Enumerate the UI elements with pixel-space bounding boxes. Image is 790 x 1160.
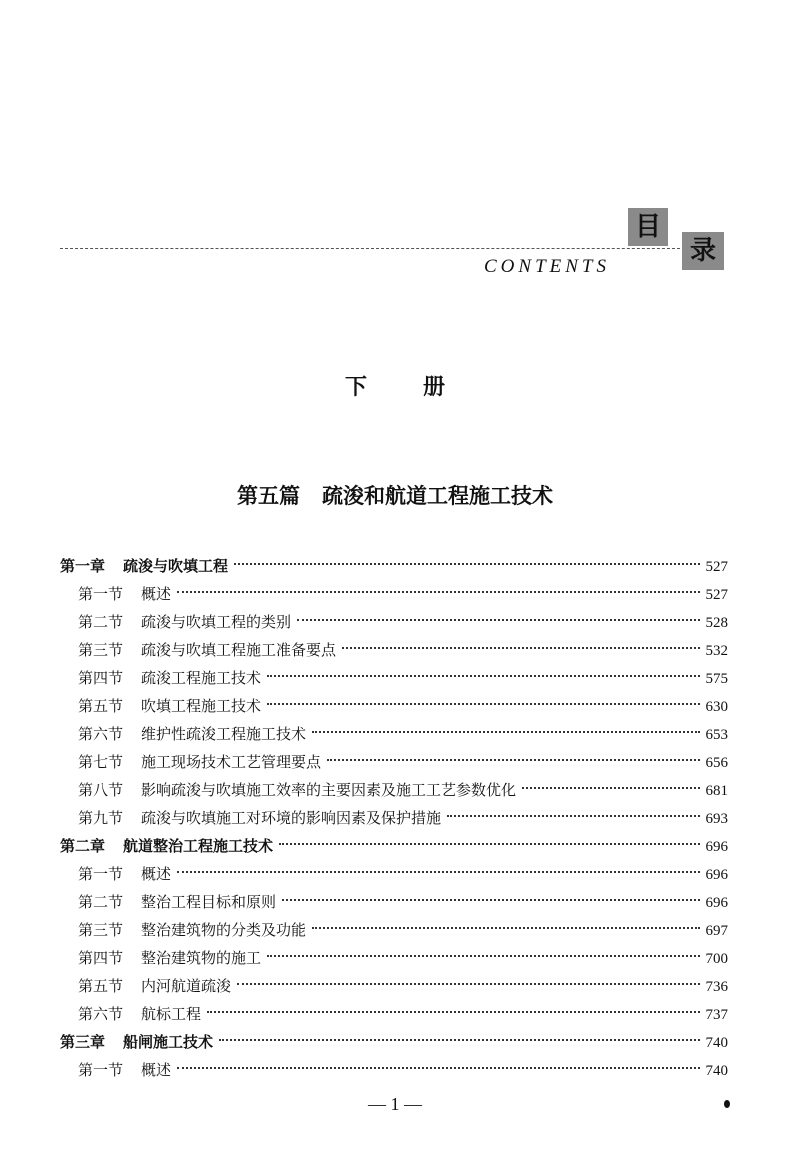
toc-entry-page: 697 [705,923,728,939]
toc-entry-title: 概述 [141,1061,172,1079]
toc-chapter-row[interactable] [60,1028,728,1056]
toc-entry-number: 第七节 [78,753,124,771]
toc-entry-title: 维护性疏浚工程施工技术 [141,725,307,743]
toc-entry-title: 疏浚与吹填工程的类别 [141,613,292,631]
part-title: 疏浚和航道工程施工技术 [322,484,553,508]
toc-entry-title: 疏浚与吹填施工对环境的影响因素及保护措施 [141,809,442,827]
toc-entry-page: 740 [705,1035,728,1051]
toc-entry-number: 第三节 [78,641,124,659]
part-heading [0,480,790,510]
toc-entry-page: 696 [705,895,728,911]
toc-section-row[interactable] [60,1056,728,1084]
toc-entry-page: 737 [705,1007,728,1023]
part-number: 第五篇 [237,484,300,508]
toc-entry-page: 693 [705,811,728,827]
toc-entry-title: 疏浚与吹填工程施工准备要点 [141,641,337,659]
toc-leader-dots [312,731,699,733]
toc-entry-number: 第五节 [78,977,124,995]
toc-section-row[interactable] [60,692,728,720]
volume-heading [0,370,790,401]
table-of-contents [60,552,728,1084]
toc-entry-page: 527 [705,559,728,575]
toc-section-row[interactable] [60,860,728,888]
toc-entry-title: 吹填工程施工技术 [141,697,262,715]
toc-entry-number: 第二章 [60,837,106,855]
volume-char-1: 下 [344,375,367,400]
toc-entry-page: 740 [705,1063,728,1079]
toc-leader-dots [342,647,699,649]
contents-label: CONTENTS [484,256,610,277]
title-char-lu: 录 [682,232,724,270]
toc-leader-dots [327,759,699,761]
toc-entry-number: 第一节 [78,865,124,883]
toc-chapter-row[interactable] [60,832,728,860]
toc-section-row[interactable] [60,944,728,972]
toc-leader-dots [237,983,699,985]
toc-section-row[interactable] [60,636,728,664]
toc-entry-title: 整治建筑物的施工 [141,949,262,967]
toc-entry-title: 疏浚与吹填工程 [123,557,229,575]
toc-entry-number: 第八节 [78,781,124,799]
toc-section-row[interactable] [60,748,728,776]
toc-entry-page: 736 [705,979,728,995]
toc-entry-title: 概述 [141,865,172,883]
toc-leader-dots [177,871,699,873]
toc-section-row[interactable] [60,804,728,832]
toc-section-row[interactable] [60,776,728,804]
toc-entry-number: 第六节 [78,725,124,743]
toc-section-row[interactable] [60,916,728,944]
toc-leader-dots [267,703,699,705]
toc-entry-page: 527 [705,587,728,603]
toc-leader-dots [297,619,699,621]
toc-entry-page: 532 [705,643,728,659]
toc-entry-number: 第二节 [78,893,124,911]
toc-entry-number: 第五节 [78,697,124,715]
toc-entry-page: 696 [705,839,728,855]
toc-section-row[interactable] [60,664,728,692]
toc-entry-page: 700 [705,951,728,967]
toc-leader-dots [207,1011,699,1013]
toc-entry-page: 575 [705,671,728,687]
toc-entry-page: 653 [705,727,728,743]
toc-leader-dots [177,591,699,593]
header-dashed-rule [60,248,690,249]
toc-entry-title: 航道整治工程施工技术 [123,837,274,855]
toc-entry-title: 船闸施工技术 [123,1033,214,1051]
toc-entry-number: 第一节 [78,585,124,603]
toc-leader-dots [234,563,699,565]
toc-section-row[interactable] [60,888,728,916]
toc-leader-dots [312,927,699,929]
toc-leader-dots [177,1067,699,1069]
toc-entry-number: 第一章 [60,557,106,575]
toc-chapter-row[interactable] [60,552,728,580]
toc-entry-page: 696 [705,867,728,883]
toc-entry-title: 内河航道疏浚 [141,977,232,995]
toc-entry-page: 630 [705,699,728,715]
toc-entry-title: 整治建筑物的分类及功能 [141,921,307,939]
title-char-mu: 目 [628,208,668,246]
toc-entry-page: 528 [705,615,728,631]
toc-entry-page: 681 [705,783,728,799]
toc-entry-title: 影响疏浚与吹填施工效率的主要因素及施工工艺参数优化 [141,781,517,799]
toc-entry-number: 第三章 [60,1033,106,1051]
toc-section-row[interactable] [60,608,728,636]
toc-leader-dots [219,1039,699,1041]
toc-leader-dots [279,843,699,845]
toc-entry-title: 疏浚工程施工技术 [141,669,262,687]
toc-section-row[interactable] [60,580,728,608]
toc-leader-dots [267,955,699,957]
toc-entry-title: 整治工程目标和原则 [141,893,277,911]
ink-spot [724,1100,730,1108]
toc-entry-title: 施工现场技术工艺管理要点 [141,753,322,771]
toc-section-row[interactable] [60,720,728,748]
toc-section-row[interactable] [60,972,728,1000]
toc-section-row[interactable] [60,1000,728,1028]
toc-entry-number: 第三节 [78,921,124,939]
toc-entry-title: 概述 [141,585,172,603]
toc-entry-title: 航标工程 [141,1005,202,1023]
volume-char-2: 册 [423,375,446,400]
toc-leader-dots [447,815,699,817]
toc-entry-page: 656 [705,755,728,771]
toc-leader-dots [267,675,699,677]
toc-entry-number: 第二节 [78,613,124,631]
toc-entry-number: 第九节 [78,809,124,827]
toc-entry-number: 第四节 [78,949,124,967]
page-number: — 1 — [368,1094,422,1114]
toc-entry-number: 第四节 [78,669,124,687]
toc-entry-number: 第一节 [78,1061,124,1079]
toc-leader-dots [522,787,699,789]
toc-leader-dots [282,899,699,901]
toc-entry-number: 第六节 [78,1005,124,1023]
